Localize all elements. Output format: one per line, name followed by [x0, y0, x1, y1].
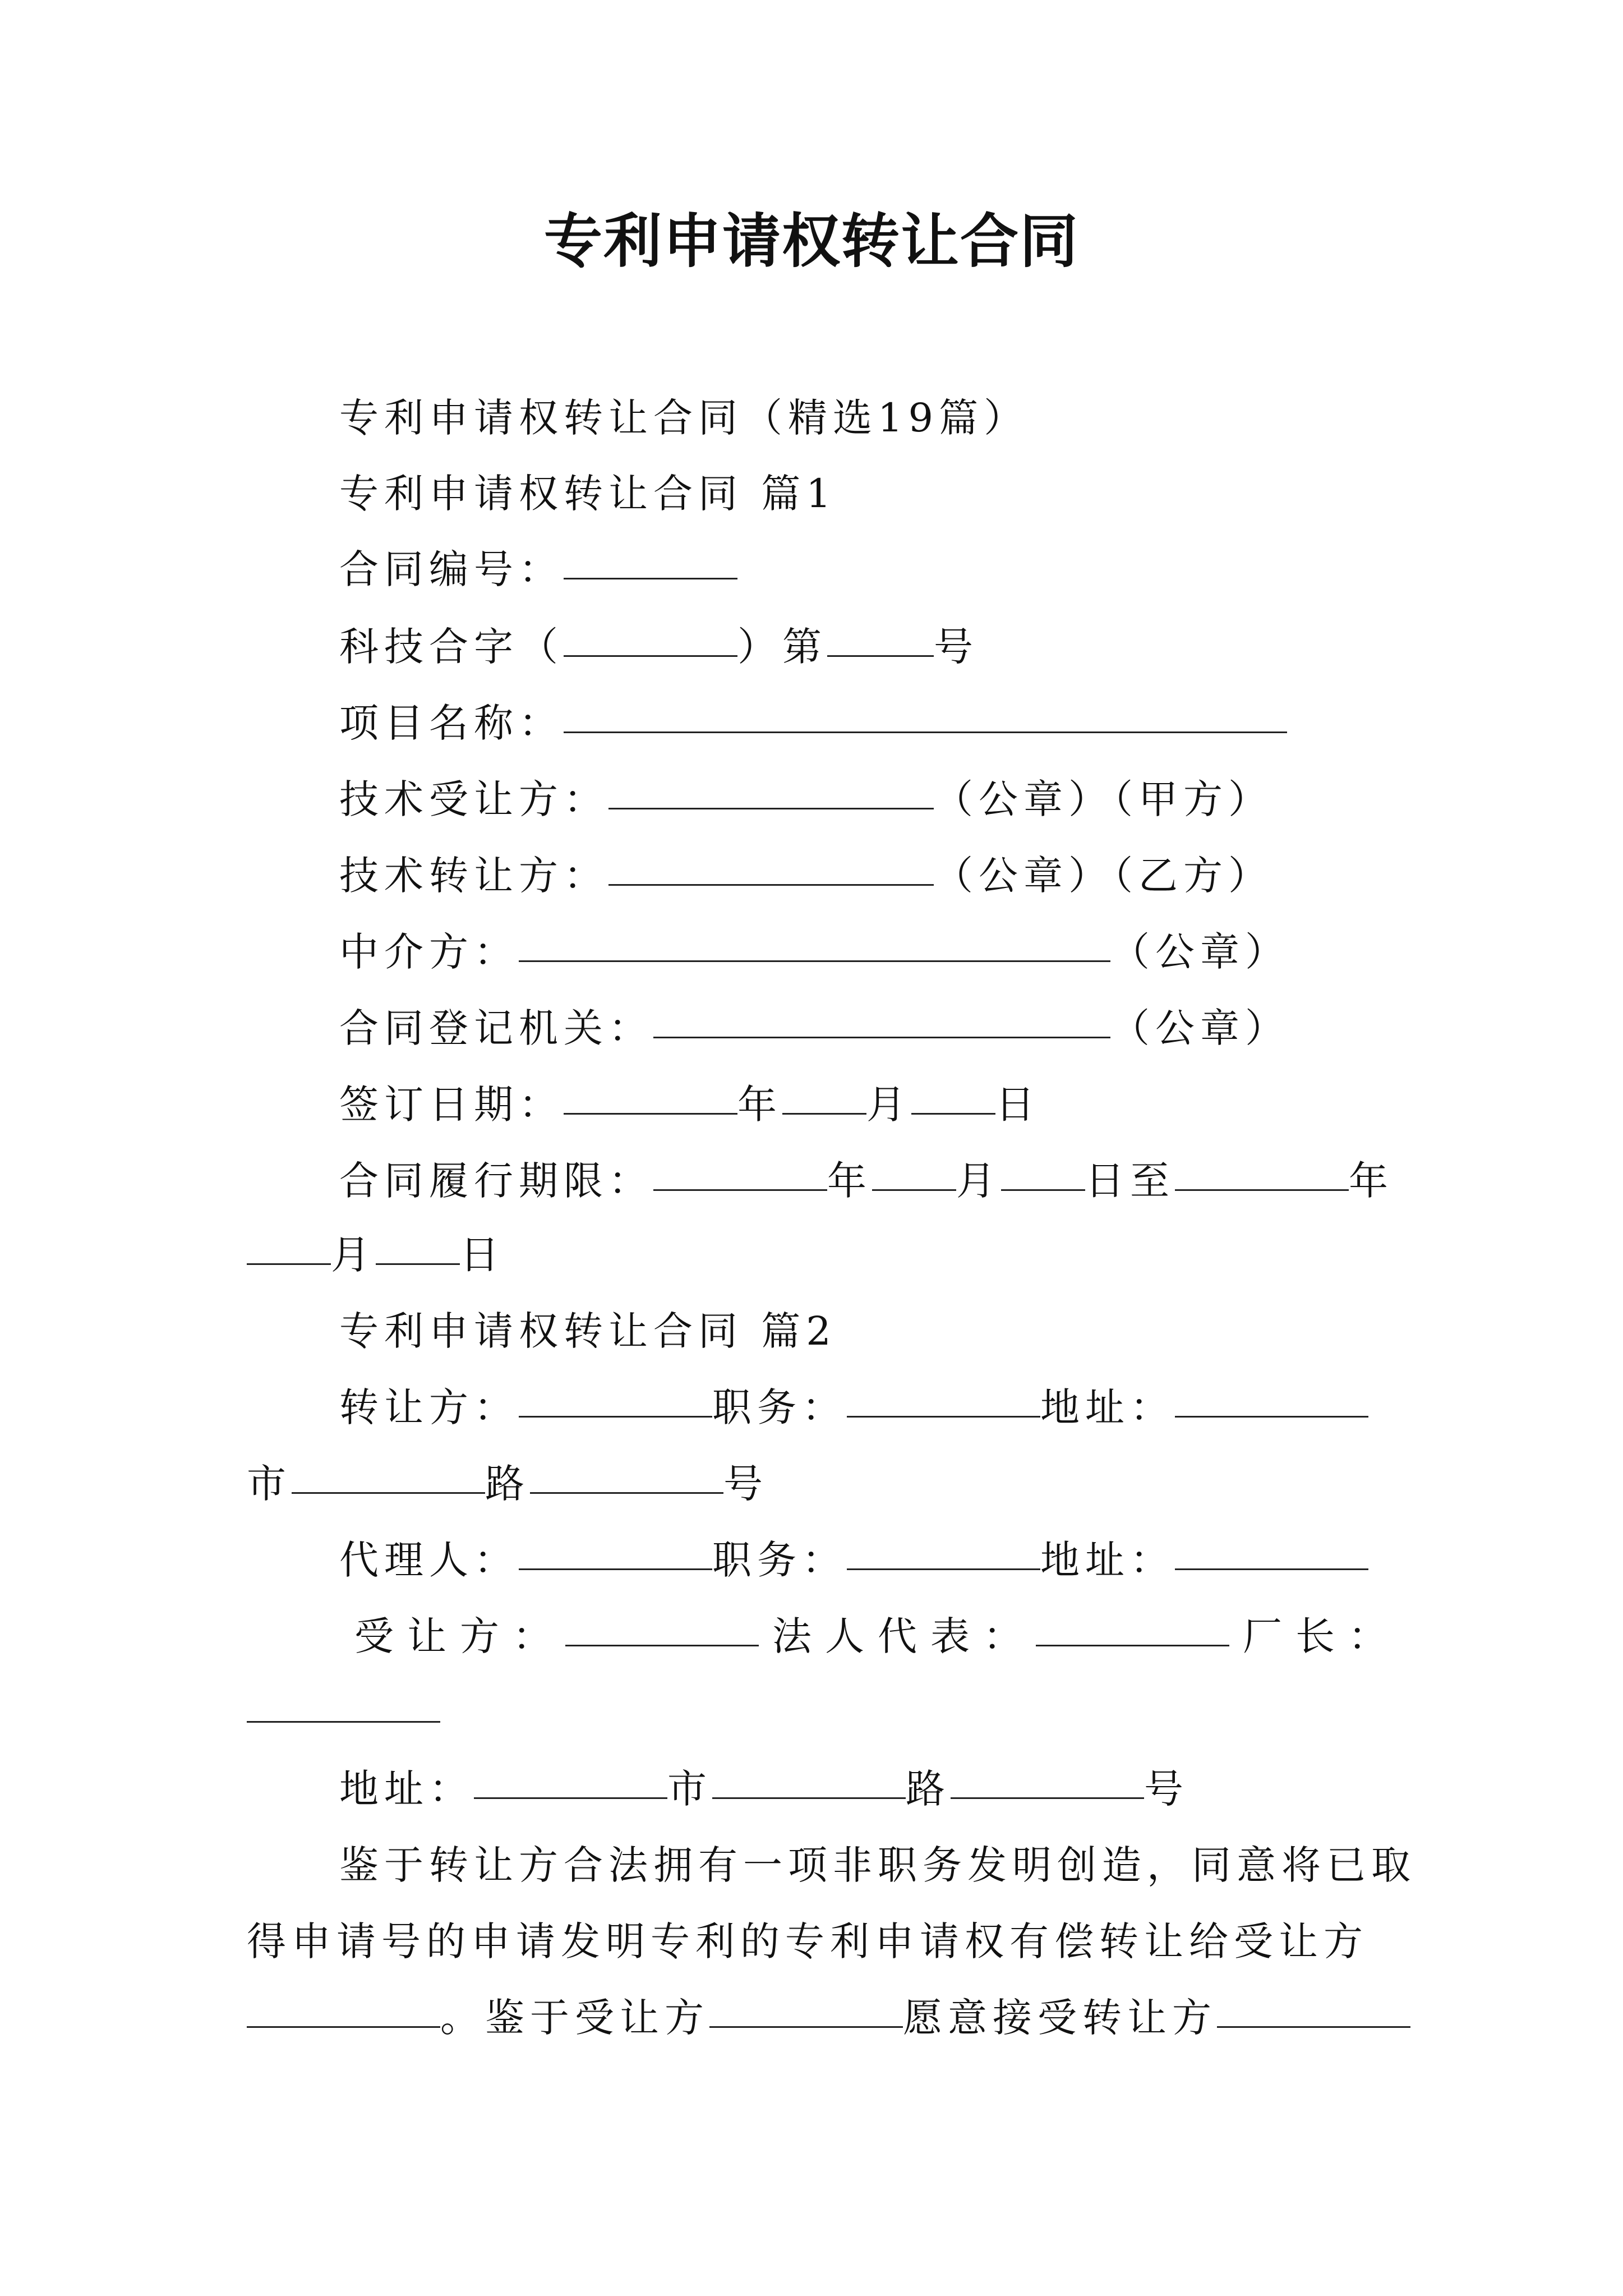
part2-position-blank	[847, 1414, 1040, 1418]
legal-rep-label: 法人代表：	[772, 1613, 1036, 1659]
part2-address-row	[339, 1758, 1189, 1820]
part2-heading: 专利申请权转让合同 篇2	[339, 1308, 837, 1354]
part2-transferor-blank	[519, 1414, 712, 1418]
transferor-row	[339, 845, 1273, 907]
term-row	[339, 1150, 1394, 1212]
signing-day-blank	[911, 1111, 995, 1115]
term-end-month-blank	[247, 1261, 331, 1265]
signing-year-text: 年	[737, 1082, 782, 1128]
term-end-day-text: 日	[460, 1232, 505, 1278]
agent-address-label: 地址：	[1040, 1537, 1175, 1583]
term-start-month-blank	[872, 1187, 956, 1191]
factory-head-blank	[247, 1719, 440, 1723]
recital-blank-3	[1217, 2024, 1410, 2028]
contract-number-blank	[564, 576, 737, 579]
part2-address-blank	[1175, 1414, 1368, 1418]
agent-position-label: 职务：	[712, 1537, 847, 1583]
part2-transferee-blank	[565, 1642, 759, 1646]
part2-address-row-number: 号	[1144, 1766, 1189, 1812]
part2-city-text: 市	[247, 1461, 292, 1507]
part2-transferor-label: 转让方：	[339, 1384, 519, 1430]
intermediary-row	[339, 921, 1290, 983]
agent-address-blank	[1175, 1566, 1368, 1570]
sci-contract-prefix: 科技合字（	[339, 624, 564, 670]
sci-contract-mid: ）第	[737, 624, 827, 670]
recital-line-3b: 愿意接受转让方	[903, 1995, 1217, 2041]
term-start-month-text: 月	[956, 1158, 1001, 1204]
signing-date-label: 签订日期：	[339, 1082, 564, 1128]
transferee-row	[339, 769, 1273, 830]
term-end-month-text: 月	[331, 1232, 376, 1278]
factory-head-label: 厂长：	[1243, 1613, 1401, 1659]
part2-road-blank	[530, 1490, 723, 1494]
part2-number-text: 号	[723, 1461, 768, 1507]
intermediary-blank	[519, 958, 1110, 962]
term-day-to-text: 日至	[1085, 1158, 1175, 1204]
term-start-day-blank	[1001, 1187, 1085, 1191]
part2-address-continued	[247, 1453, 768, 1515]
term-end-year-text: 年	[1349, 1158, 1394, 1204]
signing-day-text: 日	[995, 1082, 1040, 1128]
part2-address-row-road-blank	[951, 1795, 1144, 1799]
transferee-blank	[608, 806, 934, 809]
signing-year-blank	[564, 1111, 737, 1115]
signing-date-row	[339, 1074, 1040, 1135]
sci-contract-blank-2	[827, 653, 934, 657]
agent-label: 代理人：	[339, 1537, 519, 1583]
term-label: 合同履行期限：	[339, 1158, 653, 1204]
sci-contract-suffix: 号	[934, 624, 979, 670]
legal-rep-blank	[1036, 1642, 1229, 1646]
intermediary-seal: （公章）	[1110, 929, 1290, 975]
term-start-year-text: 年	[827, 1158, 872, 1204]
part2-address-row-road: 路	[906, 1766, 951, 1812]
part2-city-blank	[292, 1490, 485, 1494]
part2-transferee-row	[354, 1605, 1401, 1667]
part2-address-label: 地址：	[1040, 1384, 1175, 1430]
recital-line-2: 得申请号的申请发明专利的专利申请权有偿转让给受让方	[247, 1918, 1368, 1964]
registry-row	[339, 997, 1290, 1059]
sci-contract-blank-1	[564, 653, 737, 657]
recital-blank-2	[709, 2024, 903, 2028]
term-row-continued	[247, 1224, 505, 1286]
registry-label: 合同登记机关：	[339, 1005, 653, 1051]
factory-head-row	[247, 1682, 440, 1743]
contract-number-label: 合同编号：	[339, 546, 564, 592]
sci-contract-row	[339, 616, 979, 678]
term-end-day-blank	[376, 1261, 460, 1265]
part2-position-label: 职务：	[712, 1384, 847, 1430]
part2-road-text: 路	[485, 1461, 530, 1507]
part1-heading: 专利申请权转让合同 篇1	[339, 471, 837, 517]
contract-number-row	[339, 539, 737, 600]
part2-address-row-city: 市	[667, 1766, 712, 1812]
term-start-year-blank	[653, 1187, 827, 1191]
transferee-suffix: （公章）（甲方）	[934, 776, 1273, 822]
project-name-label: 项目名称：	[339, 700, 564, 746]
part2-transferor-row	[339, 1377, 1368, 1438]
document-title: 专利申请权转让合同	[543, 206, 1079, 275]
agent-position-blank	[847, 1566, 1040, 1570]
intro-line: 专利申请权转让合同（精选19篇）	[339, 395, 1029, 441]
registry-blank	[653, 1034, 1110, 1038]
project-name-blank	[564, 729, 1287, 733]
recital-line-1: 鉴于转让方合法拥有一项非职务发明创造，同意将已取	[339, 1842, 1416, 1888]
term-end-year-blank	[1175, 1187, 1349, 1191]
transferor-blank	[608, 882, 934, 886]
recital-line-3a: 。鉴于受让方	[440, 1995, 709, 2041]
transferee-label: 技术受让方：	[339, 776, 608, 822]
signing-month-text: 月	[866, 1082, 911, 1128]
transferor-label: 技术转让方：	[339, 853, 608, 899]
signing-month-blank	[782, 1111, 866, 1115]
part2-transferee-label: 受让方：	[354, 1613, 565, 1659]
registry-seal: （公章）	[1110, 1005, 1290, 1051]
part2-address-row-blank	[474, 1795, 667, 1799]
project-name-row	[339, 692, 1287, 754]
agent-blank	[519, 1566, 712, 1570]
part2-address-row-label: 地址：	[339, 1766, 474, 1812]
part2-address-row-city-blank	[712, 1795, 906, 1799]
transferor-suffix: （公章）（乙方）	[934, 853, 1273, 899]
agent-row	[339, 1529, 1368, 1591]
intermediary-label: 中介方：	[339, 929, 519, 975]
recital-blank-1	[247, 2024, 440, 2028]
recital-line-3	[247, 1987, 1410, 2049]
